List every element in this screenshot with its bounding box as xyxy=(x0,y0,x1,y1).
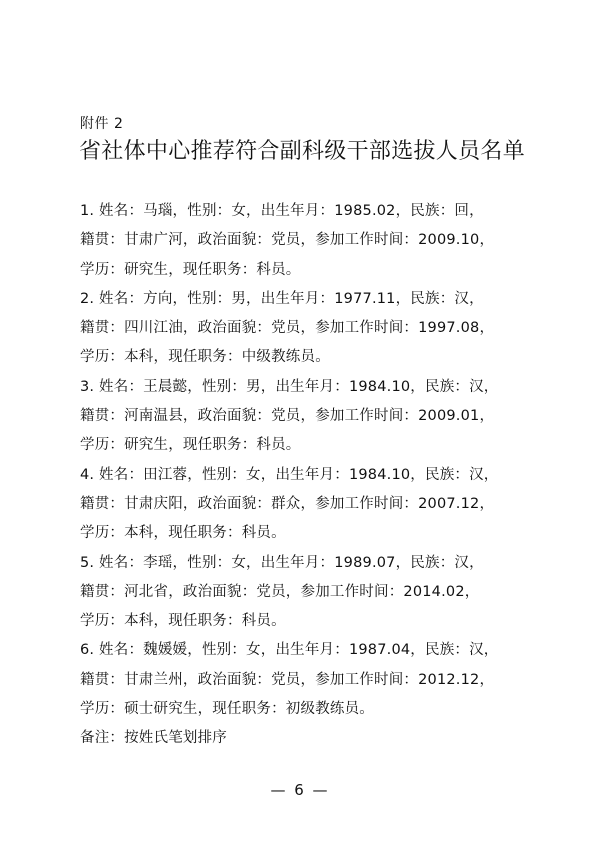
candidate-line: 籍贯：甘肃兰州，政治面貌：党员，参加工作时间：2012.12， xyxy=(80,671,495,688)
candidate-entry-2 xyxy=(80,285,540,373)
candidate-line: 1. 姓名：马瑙，性别：女，出生年月：1985.02，民族：回， xyxy=(80,203,484,219)
candidate-line: 籍贯：甘肃广河，政治面貌：党员，参加工作时间：2009.10， xyxy=(80,232,495,249)
candidate-line: 6. 姓名：魏媛媛，性别：女，出生年月：1987.04，民族：汉， xyxy=(80,642,499,659)
candidate-line: 4. 姓名：田江蓉，性别：女，出生年月：1984.10，民族：汉， xyxy=(80,466,499,483)
candidate-line: 学历：本科，现任职务：科员。 xyxy=(80,613,286,630)
candidate-entry-3 xyxy=(80,373,540,461)
note-line: 备注：按姓氏笔划排序 xyxy=(80,730,227,747)
candidate-entry-5 xyxy=(80,549,540,637)
candidate-entry-1 xyxy=(80,197,540,285)
candidate-line: 籍贯：甘肃庆阳，政治面貌：群众，参加工作时间：2007.12， xyxy=(80,495,495,512)
candidate-entry-6 xyxy=(80,636,540,724)
candidate-line: 学历：本科，现任职务：科员。 xyxy=(80,525,286,542)
candidate-line: 籍贯：河北省，政治面貌：党员，参加工作时间：2014.02， xyxy=(80,583,480,600)
attachment-label: 附件 2 xyxy=(80,116,124,132)
candidate-line: 籍贯：河南温县，政治面貌：党员，参加工作时间：2009.01， xyxy=(80,408,495,425)
candidate-list xyxy=(80,197,540,754)
candidate-line: 学历：硕士研究生，现任职务：初级教练员。 xyxy=(80,701,374,718)
candidate-line: 学历：研究生，现任职务：科员。 xyxy=(80,261,301,278)
candidate-entry-4 xyxy=(80,461,540,549)
candidate-line: 2. 姓名：方向，性别：男，出生年月：1977.11，民族：汉， xyxy=(80,290,484,307)
document-title: 省社体中心推荐符合副科级干部选拔人员名单 xyxy=(79,139,526,164)
page-number: — 6 — xyxy=(270,781,330,799)
candidate-line: 学历：本科，现任职务：中级教练员。 xyxy=(80,349,330,366)
candidate-line: 5. 姓名：李瑶，性别：女，出生年月：1989.07，民族：汉， xyxy=(80,554,484,571)
candidate-line: 3. 姓名：王晨懿，性别：男，出生年月：1984.10，民族：汉， xyxy=(80,378,499,395)
candidate-line: 籍贯：四川江油，政治面貌：党员，参加工作时间：1997.08， xyxy=(80,320,495,337)
candidate-line: 学历：研究生，现任职务：科员。 xyxy=(80,437,301,454)
